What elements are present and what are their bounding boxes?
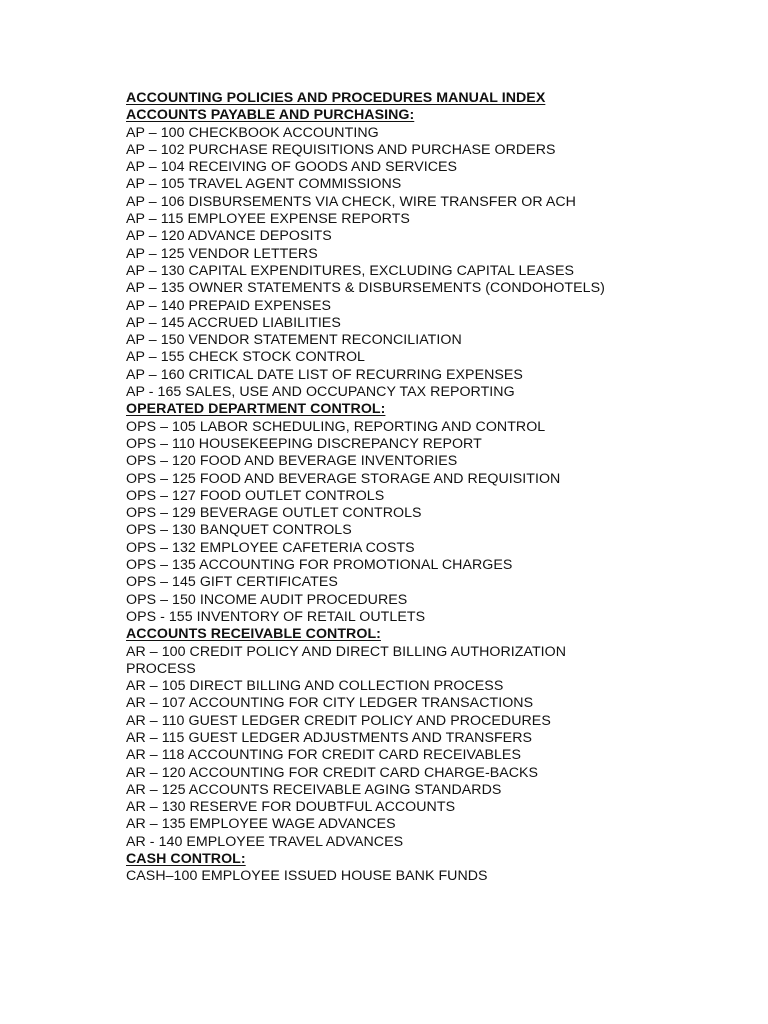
index-entry: AR – 107 ACCOUNTING FOR CITY LEDGER TRANSACTIONS — [126, 695, 534, 712]
index-entry: OPS – 110 HOUSEKEEPING DISCREPANCY REPORT — [126, 435, 482, 452]
index-entry: AP – 160 CRITICAL DATE LIST OF RECURRING EXPENSES — [126, 366, 523, 383]
index-entry: AP – 104 RECEIVING OF GOODS AND SERVICES — [126, 159, 458, 176]
index-entry: CASH–100 EMPLOYEE ISSUED HOUSE BANK FUNDS — [126, 868, 488, 885]
section-heading: ACCOUNTS PAYABLE AND PURCHASING: — [126, 107, 415, 124]
index-entry: AP – 105 TRAVEL AGENT COMMISSIONS — [126, 176, 402, 193]
index-entry: AP – 106 DISBURSEMENTS VIA CHECK, WIRE TRANSFER OR ACH — [126, 193, 576, 210]
document-page — [126, 90, 686, 886]
index-entry: OPS – 129 BEVERAGE OUTLET CONTROLS — [126, 505, 422, 522]
index-entry: OPS – 132 EMPLOYEE CAFETERIA COSTS — [126, 539, 415, 556]
index-entry: AP – 140 PREPAID EXPENSES — [126, 297, 331, 314]
index-entry: AR – 105 DIRECT BILLING AND COLLECTION PROCESS — [126, 678, 504, 695]
index-entry: OPS – 135 ACCOUNTING FOR PROMOTIONAL CHARGES — [126, 557, 513, 574]
index-entry: AR – 120 ACCOUNTING FOR CREDIT CARD CHARGE-BACKS — [126, 764, 539, 781]
index-entry: AP – 145 ACCRUED LIABILITIES — [126, 314, 341, 331]
index-entry: AP – 155 CHECK STOCK CONTROL — [126, 349, 365, 366]
index-entry: OPS – 125 FOOD AND BEVERAGE STORAGE AND REQUISITION — [126, 470, 561, 487]
section-heading: OPERATED DEPARTMENT CONTROL: — [126, 401, 386, 418]
index-entry: OPS – 105 LABOR SCHEDULING, REPORTING AND CONTROL — [126, 418, 546, 435]
index-entry: OPS – 150 INCOME AUDIT PROCEDURES — [126, 591, 408, 608]
index-entry: AP - 165 SALES, USE AND OCCUPANCY TAX REPORTING — [126, 384, 515, 401]
index-entry: AR - 140 EMPLOYEE TRAVEL ADVANCES — [126, 833, 404, 850]
index-entry: AP – 100 CHECKBOOK ACCOUNTING — [126, 124, 379, 141]
index-entry: AR – 100 CREDIT POLICY AND DIRECT BILLING AUTHORIZATION PROCESS — [126, 643, 567, 677]
index-entry: AP – 130 CAPITAL EXPENDITURES, EXCLUDING CAPITAL LEASES — [126, 262, 574, 279]
index-entry: OPS – 130 BANQUET CONTROLS — [126, 522, 352, 539]
index-entry: OPS - 155 INVENTORY OF RETAIL OUTLETS — [126, 608, 426, 625]
index-entry: AP – 120 ADVANCE DEPOSITS — [126, 228, 332, 245]
index-entry: AR – 135 EMPLOYEE WAGE ADVANCES — [126, 816, 396, 833]
index-entry: OPS – 127 FOOD OUTLET CONTROLS — [126, 487, 385, 504]
index-entry: AR – 130 RESERVE FOR DOUBTFUL ACCOUNTS — [126, 799, 456, 816]
index-entry: OPS – 120 FOOD AND BEVERAGE INVENTORIES — [126, 453, 458, 470]
index-entry: OPS – 145 GIFT CERTIFICATES — [126, 574, 338, 591]
index-entry: AP – 150 VENDOR STATEMENT RECONCILIATION — [126, 332, 462, 349]
section-heading: CASH CONTROL: — [126, 851, 246, 868]
index-entry: AP – 135 OWNER STATEMENTS & DISBURSEMENTS (CONDOHOTELS) — [126, 280, 605, 297]
index-entry: AP – 125 VENDOR LETTERS — [126, 245, 318, 262]
index-entry: AP – 115 EMPLOYEE EXPENSE REPORTS — [126, 211, 410, 228]
index-entry: AR – 115 GUEST LEDGER ADJUSTMENTS AND TRANSFERS — [126, 729, 533, 746]
index-entry: AR – 125 ACCOUNTS RECEIVABLE AGING STANDARDS — [126, 781, 502, 798]
section-heading: ACCOUNTS RECEIVABLE CONTROL: — [126, 626, 381, 643]
index-entry: AR – 118 ACCOUNTING FOR CREDIT CARD RECEIVABLES — [126, 747, 521, 764]
index-entry: AR – 110 GUEST LEDGER CREDIT POLICY AND PROCEDURES — [126, 712, 551, 729]
document-title: ACCOUNTING POLICIES AND PROCEDURES MANUAL INDEX — [126, 90, 546, 106]
index-entry: AP – 102 PURCHASE REQUISITIONS AND PURCHASE ORDERS — [126, 141, 556, 158]
document-sections — [126, 107, 686, 885]
